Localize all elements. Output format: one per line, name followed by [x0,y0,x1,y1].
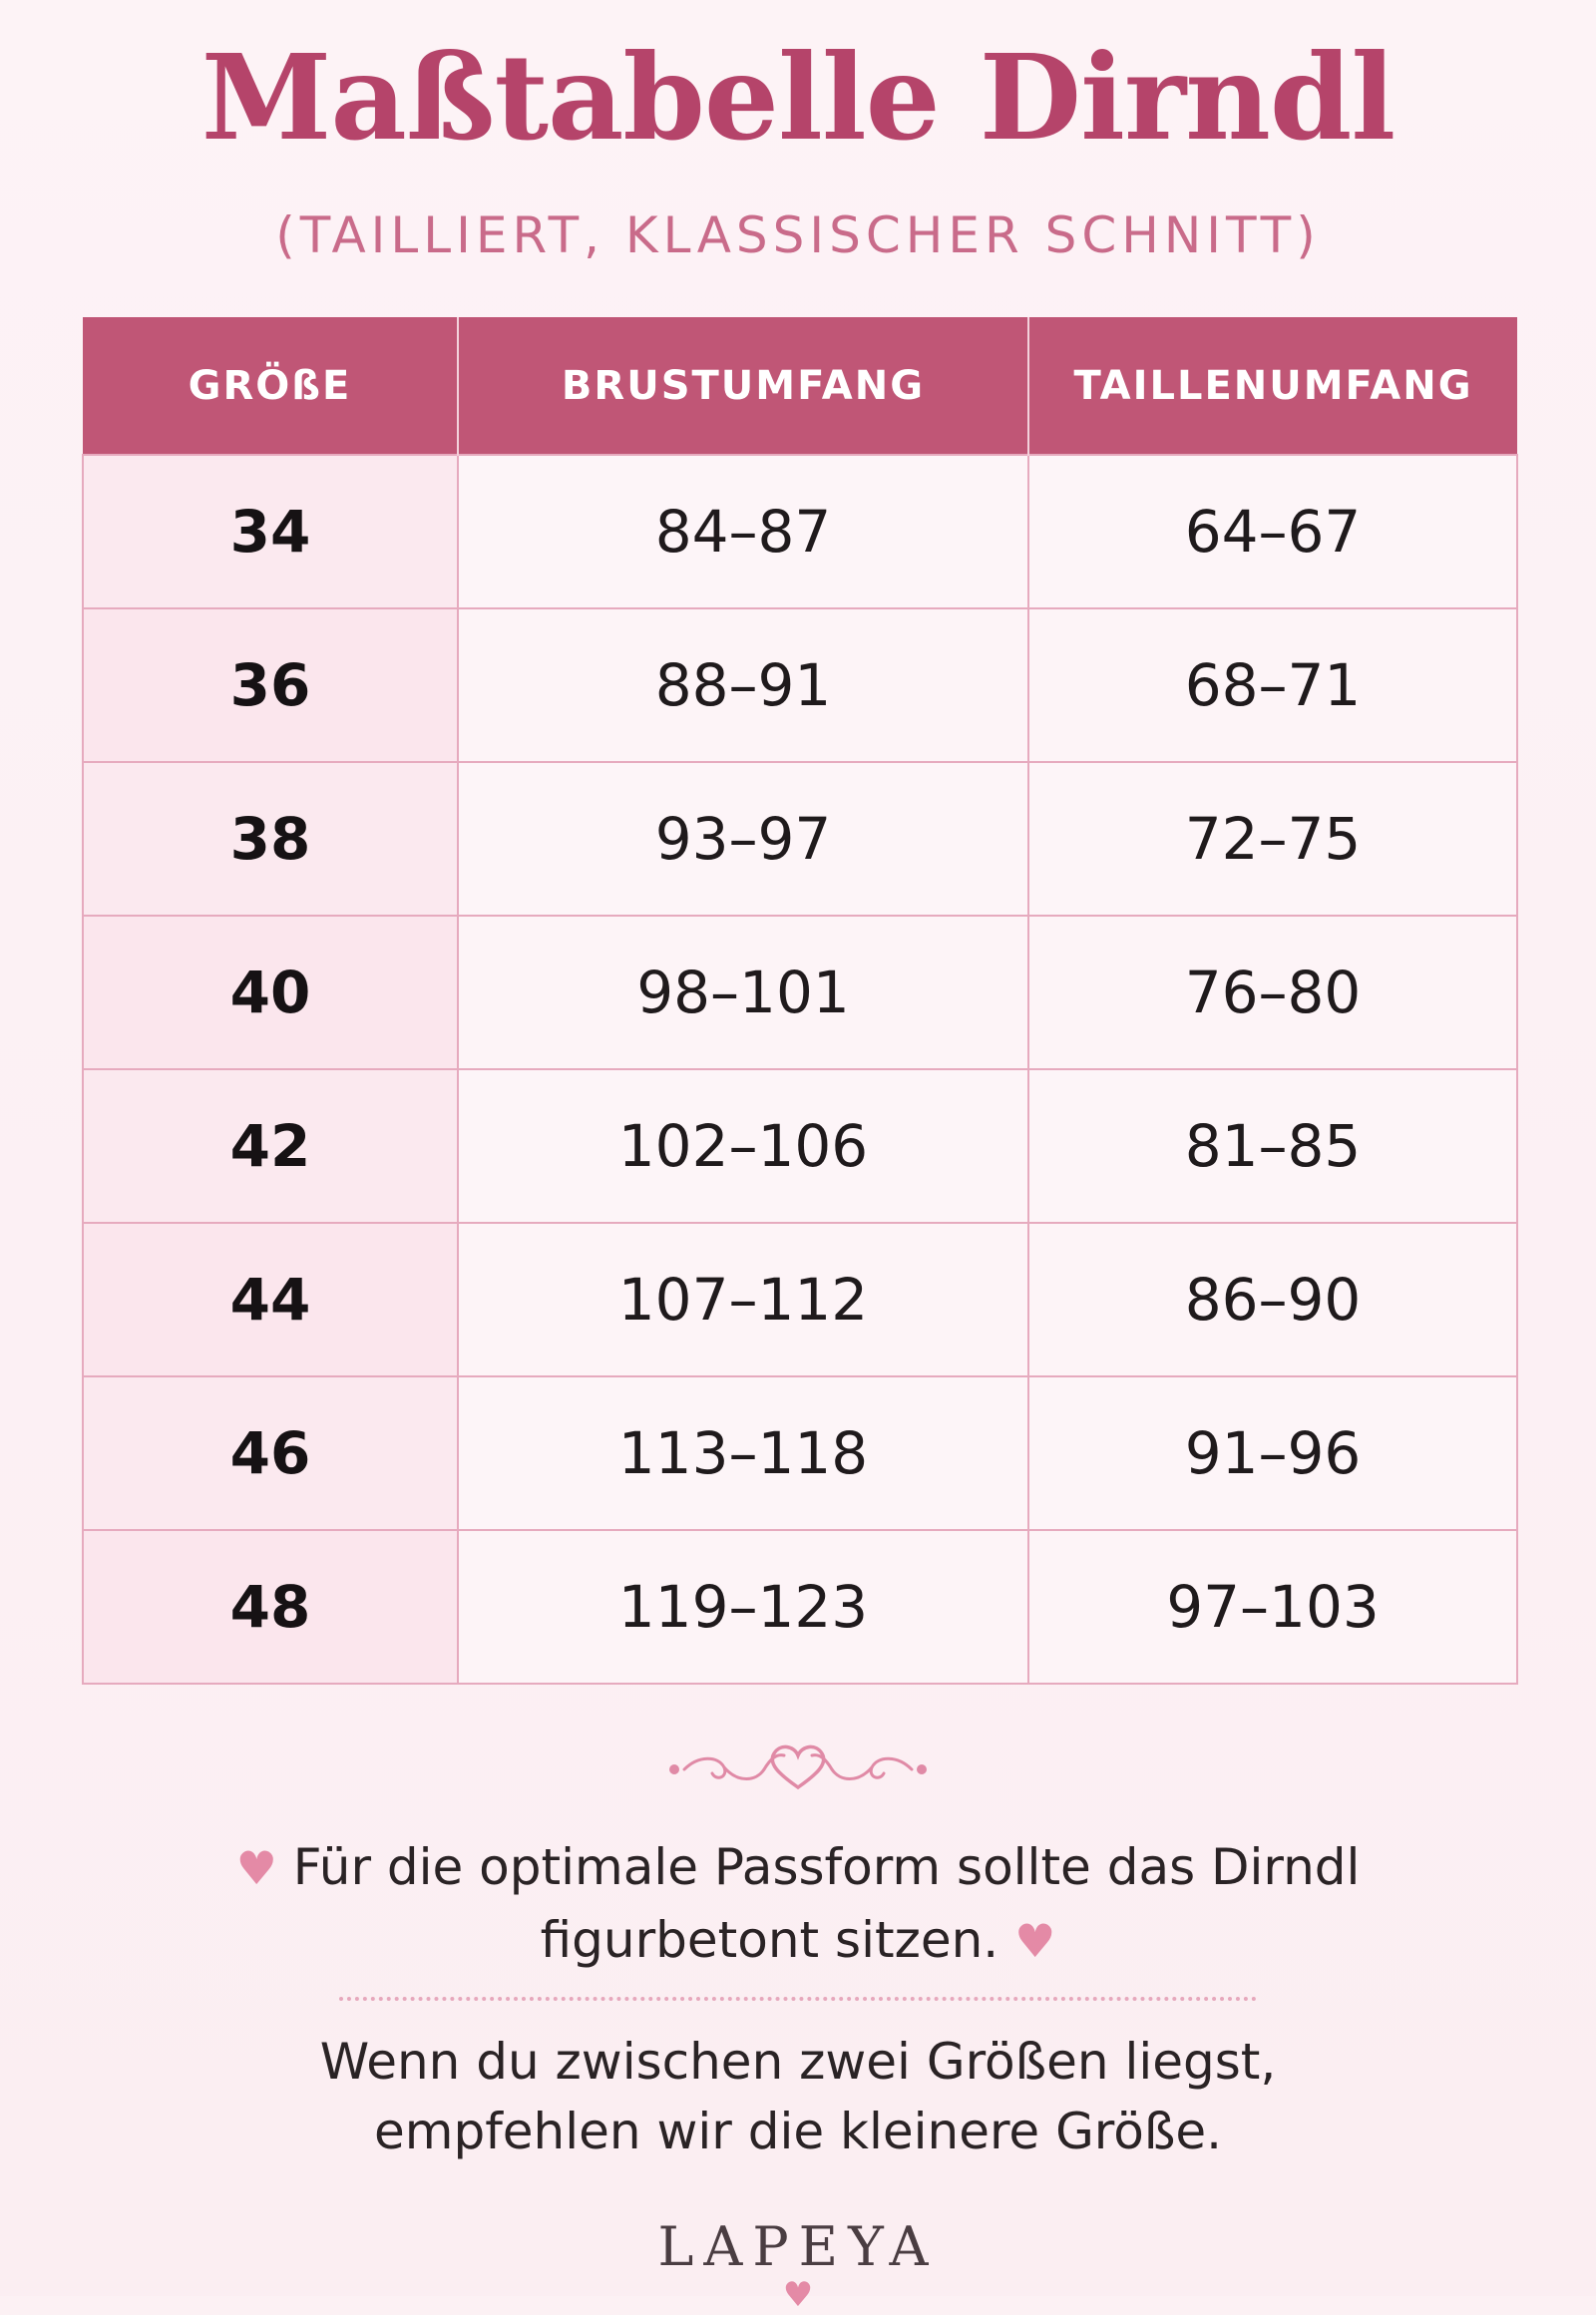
chest-cell: 88–91 [458,608,1028,762]
size-advice-line-2: empfehlen wir die kleinere Größe. [373,2103,1223,2160]
size-advice-line-1: Wenn du zwischen zwei Größen liegst, [319,2033,1277,2091]
table-row [83,1069,1517,1223]
table-row [83,916,1517,1069]
chest-cell: 98–101 [458,916,1028,1069]
fit-note-line-2 [180,1904,1416,1977]
table-row [83,455,1517,608]
size-cell: 46 [83,1376,458,1530]
waist-cell: 76–80 [1028,916,1517,1069]
table-row [83,1530,1517,1684]
size-cell: 40 [83,916,458,1069]
size-cell: 44 [83,1223,458,1376]
dotted-separator [339,1997,1257,2001]
table-header-row [83,317,1517,455]
size-cell: 48 [83,1530,458,1684]
heart-icon [772,1746,823,1787]
page-title: Maßtabelle Dirndl [200,28,1396,167]
brand-logo: LAPEYA [657,2215,939,2278]
size-chart-table [82,317,1518,1685]
heart-icon: ♥ [782,2275,814,2315]
size-cell: 36 [83,608,458,762]
fit-note [180,1831,1416,1977]
chest-cell: 119–123 [458,1530,1028,1684]
chest-cell: 84–87 [458,455,1028,608]
waist-cell: 81–85 [1028,1069,1517,1223]
fit-note-text-2: figurbetont sitzen. [540,1911,999,1969]
heart-icon: ♥ [235,1841,277,1895]
waist-cell: 64–67 [1028,455,1517,608]
chest-cell: 113–118 [458,1376,1028,1530]
table-row [83,762,1517,916]
size-cell: 34 [83,455,458,608]
waist-cell: 86–90 [1028,1223,1517,1376]
chest-cell: 102–106 [458,1069,1028,1223]
fit-note-line-1 [180,1831,1416,1904]
heart-ornament-divider [239,1739,1357,1799]
header-chest: BRUSTUMFANG [458,317,1028,455]
table-row [83,1223,1517,1376]
waist-cell: 68–71 [1028,608,1517,762]
chest-cell: 93–97 [458,762,1028,916]
waist-cell: 72–75 [1028,762,1517,916]
page-subtitle: (TAILLIERT, KLASSISCHER SCHNITT) [275,206,1321,264]
waist-cell: 91–96 [1028,1376,1517,1530]
fit-note-text-1: Für die optimale Passform sollte das Dirndl [292,1838,1361,1896]
size-cell: 38 [83,762,458,916]
table-row [83,1376,1517,1530]
size-advice-note [180,2027,1416,2166]
header-waist: TAILLENUMFANG [1028,317,1517,455]
header-size: GRÖßE [83,317,458,455]
waist-cell: 97–103 [1028,1530,1517,1684]
chest-cell: 107–112 [458,1223,1028,1376]
size-cell: 42 [83,1069,458,1223]
table-row [83,608,1517,762]
heart-icon: ♥ [1014,1914,1056,1968]
